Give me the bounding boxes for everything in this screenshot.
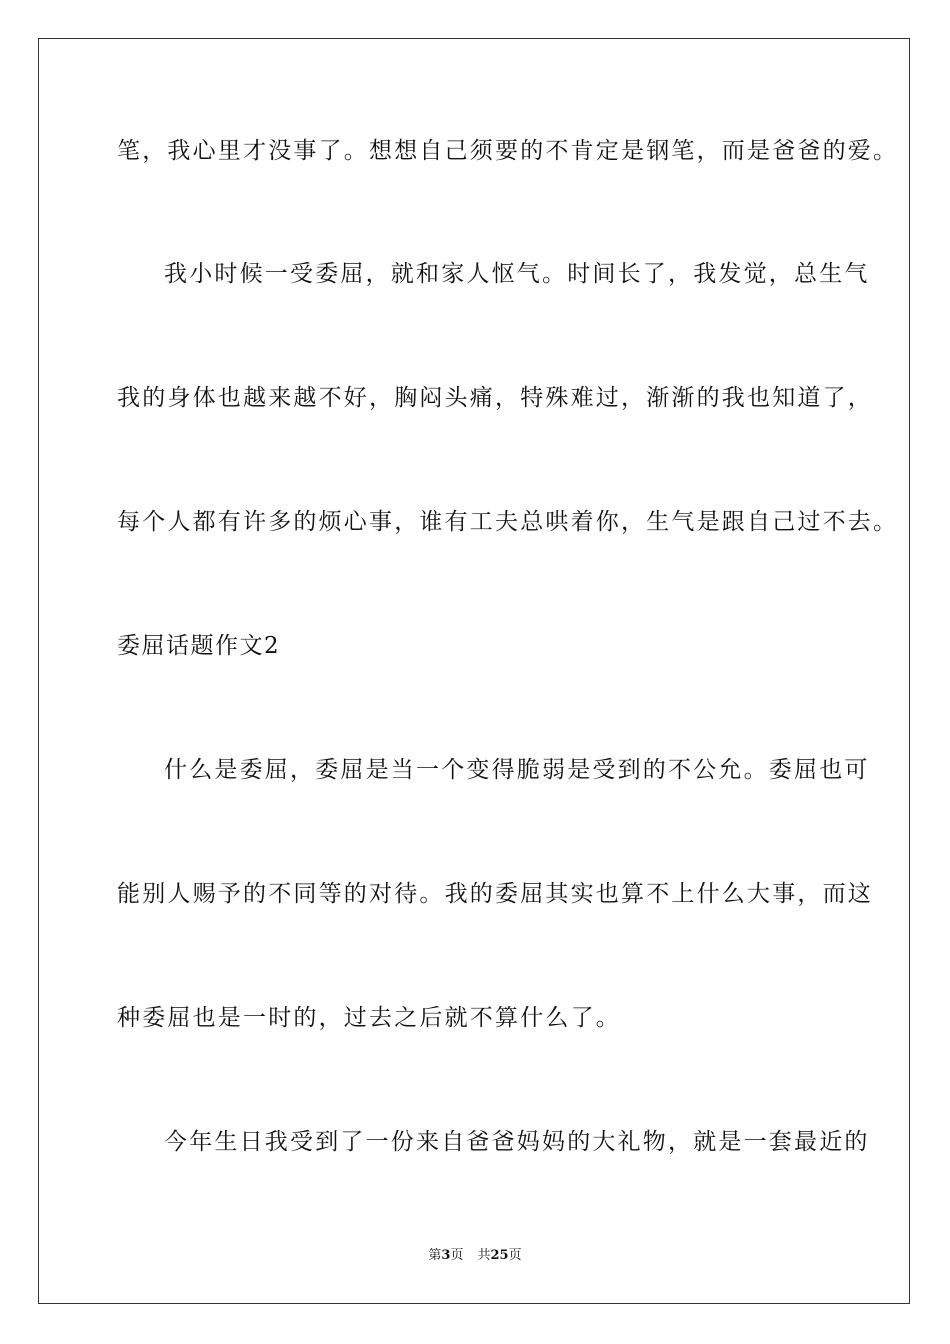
- page-border: [38, 38, 910, 1304]
- page-footer: [0, 1247, 950, 1265]
- footer-total-suffix: 页: [508, 1248, 522, 1263]
- footer-page-suffix: 页: [450, 1248, 464, 1263]
- paragraph-start-line: 我小时候一受委屈，就和家人怄气。时间长了，我发觉，总生气: [164, 261, 870, 287]
- text-line: 笔，我心里才没事了。想想自己须要的不肯定是钢笔，而是爸爸的爱。: [117, 138, 899, 164]
- paragraph-start-line: 今年生日我受到了一份来自爸爸妈妈的大礼物，就是一套最近的: [164, 1129, 870, 1155]
- footer-page-number: 3: [441, 1248, 451, 1263]
- text-line: 种委屈也是一时的，过去之后就不算什么了。: [117, 1005, 621, 1031]
- footer-total-pages: 25: [490, 1248, 509, 1263]
- text-line: 能别人赐予的不同等的对待。我的委屈其实也算不上什么大事，而这: [117, 881, 873, 907]
- paragraph-start-line: 什么是委屈，委屈是当一个变得脆弱是受到的不公允。委屈也可: [164, 757, 870, 783]
- footer-page-prefix: 第: [428, 1248, 442, 1263]
- footer-total-prefix: 共: [477, 1248, 491, 1263]
- section-heading: 委屈话题作文2: [117, 633, 281, 659]
- text-line: 每个人都有许多的烦心事，谁有工夫总哄着你，生气是跟自己过不去。: [117, 509, 899, 535]
- text-line: 我的身体也越来越不好，胸闷头痛，特殊难过，渐渐的我也知道了，: [117, 385, 873, 411]
